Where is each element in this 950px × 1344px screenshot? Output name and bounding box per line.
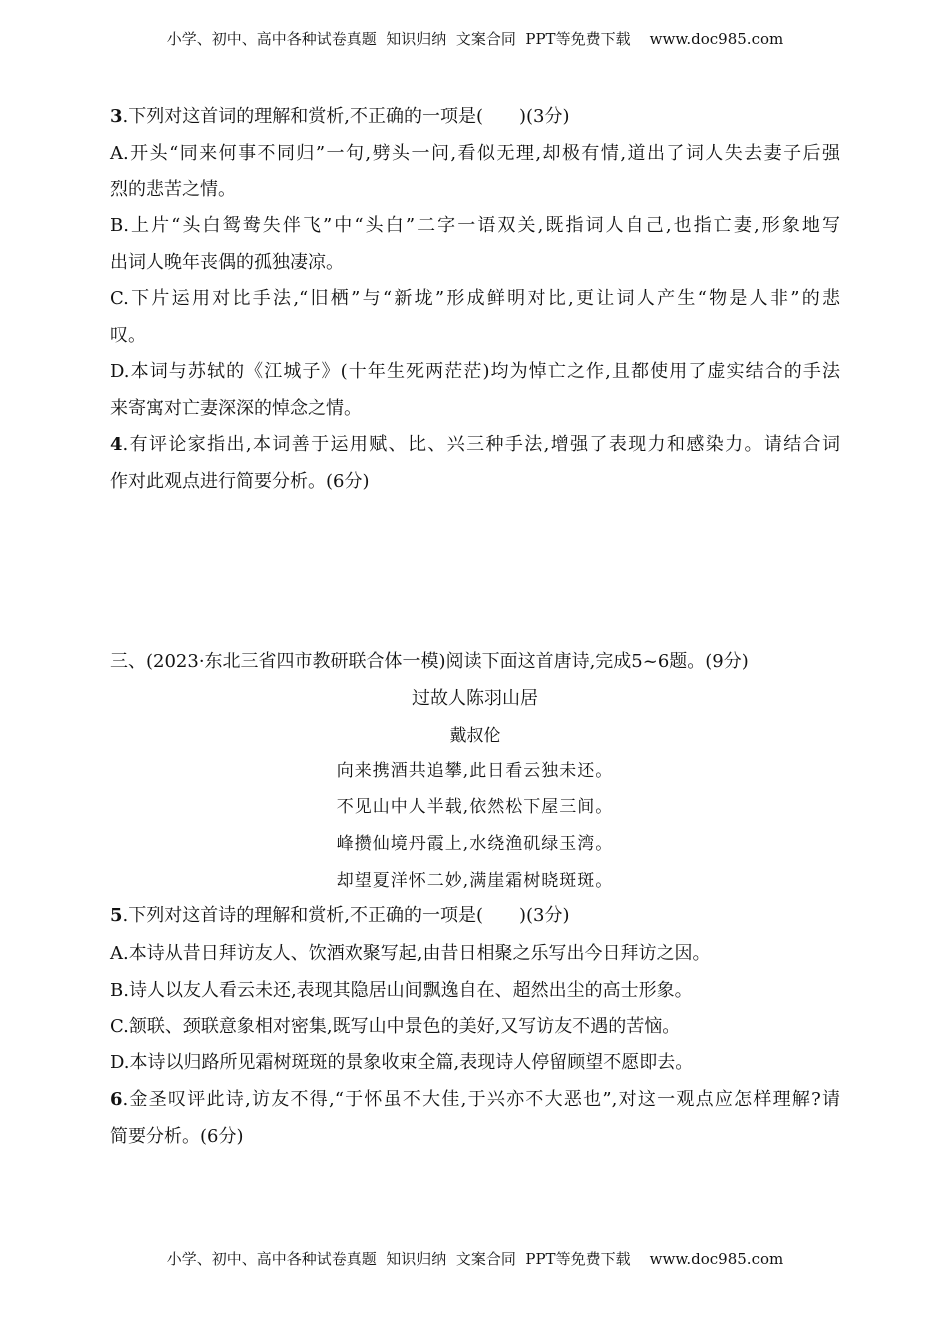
q3-option-d-line1: D.本词与苏轼的《江城子》(十年生死两茫茫)均为悼亡之作,且都使用了虚实结合的手法 [110,361,840,382]
q5-option-a: A.本诗从昔日拜访友人、饮酒欢聚写起,由昔日相聚之乐写出今日拜访之因。 [110,943,711,964]
page-footer: 小学、初中、高中各种试卷真题 知识归纳 文案合同 PPT等免费下载 www.doc985.com [166,1250,784,1268]
q5-option-d: D.本诗以归路所见霜树斑斑的景象收束全篇,表现诗人停留顾望不愿即去。 [110,1052,694,1073]
question-number: 4 [110,434,123,455]
question-3-stem [110,105,570,129]
question-5-stem: 5.下列对这首诗的理解和赏析,不正确的一项是( )(3分) [110,905,570,926]
q3-option-b-line1: B.上片“头白鸳鸯失伴飞”中“头白”二字一语双关,既指词人自己,也指亡妻,形象地写 [110,215,840,236]
poem-author: 戴叔伦 [449,726,501,746]
q3-option-a-line1: A.开头“同来何事不同归”一句,劈头一问,看似无理,却极有情,道出了词人失去妻子后强 [110,143,840,164]
question-6-line1: 6.金圣叹评此诗,访友不得,“于怀虽不大佳,于兴亦不大恶也”,对这一观点应怎样理解?请 [110,1089,840,1110]
q3-option-d-line2: 来寄寓对亡妻深深的悼念之情。 [110,398,362,419]
stem-text: .下列对这首词的理解和赏析,不正确的一项是( )(3分) [122,106,570,127]
q5-option-b: B.诗人以友人看云未还,表现其隐居山间飘逸自在、超然出尘的高士形象。 [110,980,693,1001]
question-number: 6 [110,1089,123,1110]
poem-line: 峰攒仙境丹霞上,水绕渔矶绿玉湾。 [336,834,614,854]
q3-option-b-line2: 出词人晚年丧偶的孤独凄凉。 [110,252,344,273]
question-number: 5 [110,905,123,926]
q3-option-c-line1: C.下片运用对比手法,“旧栖”与“新垅”形成鲜明对比,更让词人产生“物是人非”的悲 [110,288,840,309]
q3-option-a-line2: 烈的悲苦之情。 [110,179,236,200]
poem-line: 不见山中人半载,依然松下屋三间。 [336,797,614,817]
poem-line: 却望夏洋怀二妙,满崖霜树晓斑斑。 [336,871,614,891]
question-number: 3 [110,106,123,127]
q3-option-c-line2: 叹。 [110,325,146,346]
question-4-line2: 作对此观点进行简要分析。(6分) [110,471,370,492]
page-header: 小学、初中、高中各种试卷真题 知识归纳 文案合同 PPT等免费下载 www.doc985.com [166,30,784,48]
poem-title: 过故人陈羽山居 [412,688,538,709]
poem-line: 向来携酒共追攀,此日看云独未还。 [336,761,614,781]
q5-option-c: C.颔联、颈联意象相对密集,既写山中景色的美好,又写访友不遇的苦恼。 [110,1016,681,1037]
section-3-heading: 三、(2023·东北三省四市教研联合体一模)阅读下面这首唐诗,完成5~6题。(9分) [110,651,749,672]
question-6-line2: 简要分析。(6分) [110,1126,244,1147]
question-4-line1: 4.有评论家指出,本词善于运用赋、比、兴三种手法,增强了表现力和感染力。请结合词 [110,434,840,455]
